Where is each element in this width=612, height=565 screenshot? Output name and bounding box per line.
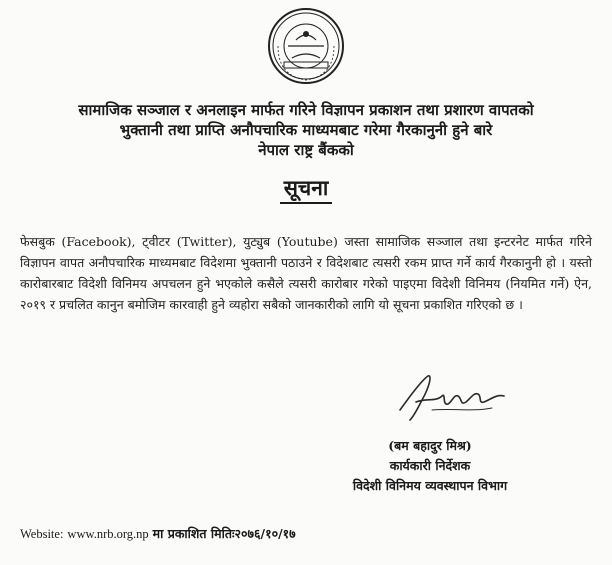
notice-body — [20, 231, 592, 315]
notice-paragraph: फेसबुक (Facebook), ट्वीटर (Twitter), युट्युब (Youtube) जस्ता सामाजिक सञ्जाल तथा इन्टरनेट मार्फत गरिने विज्ञापन वापत अनौपचारिक माध्यमबाट विदेशमा भुक्तानी पठाउने र विदेशबाट त्यसरी रकम प्राप्त गर्ने कार्य गैरकानुनी हो । यस्तो कारोबारबाट विदेशी विनिमय अपचलन हुने भएकोले कसैले त्यसरी कारोबार गरेको पाइएमा विदेशी विनिमय (नियमित गर्ने) ऐन, २०१९ र प्रचलित कानुन बमोजिम कारवाही हुने व्यहोरा सबैको जानकारीको लागि यो सूचना प्रकाशित गरिएको छ । — [20, 234, 592, 312]
signatory-position: कार्यकारी निर्देशक — [389, 458, 471, 473]
notice-title-wrap — [0, 175, 612, 204]
heading-line-2: भुक्तानी तथा प्राप्ति अनौपचारिक माध्यमबाट गरेमा गैरकानुनी हुने बारे — [119, 121, 493, 139]
published-label: मा प्रकाशित मितिः — [152, 526, 235, 541]
notice-heading — [20, 100, 592, 160]
published-date: २०७६/१०/१७ — [234, 526, 296, 541]
website-link[interactable]: www.nrb.org.np — [67, 527, 149, 541]
notice-footer — [20, 525, 296, 542]
notice-title: सूचना — [280, 175, 333, 204]
heading-line-3: नेपाल राष्ट्र बैंकको — [258, 141, 354, 159]
heading-line-1: सामाजिक सञ्जाल र अनलाइन मार्फत गरिने विज्ञापन प्रकाशन तथा प्रशारण वापतको — [78, 101, 534, 119]
signatory-department: विदेशी विनिमय व्यवस्थापन विभाग — [352, 478, 508, 493]
nrb-seal-icon — [266, 6, 346, 86]
website-label: Website: — [20, 527, 64, 541]
signatory-name: (बम बहादुर मिश्र) — [388, 438, 472, 453]
signature-icon — [392, 366, 512, 424]
signatory-block — [310, 436, 550, 496]
